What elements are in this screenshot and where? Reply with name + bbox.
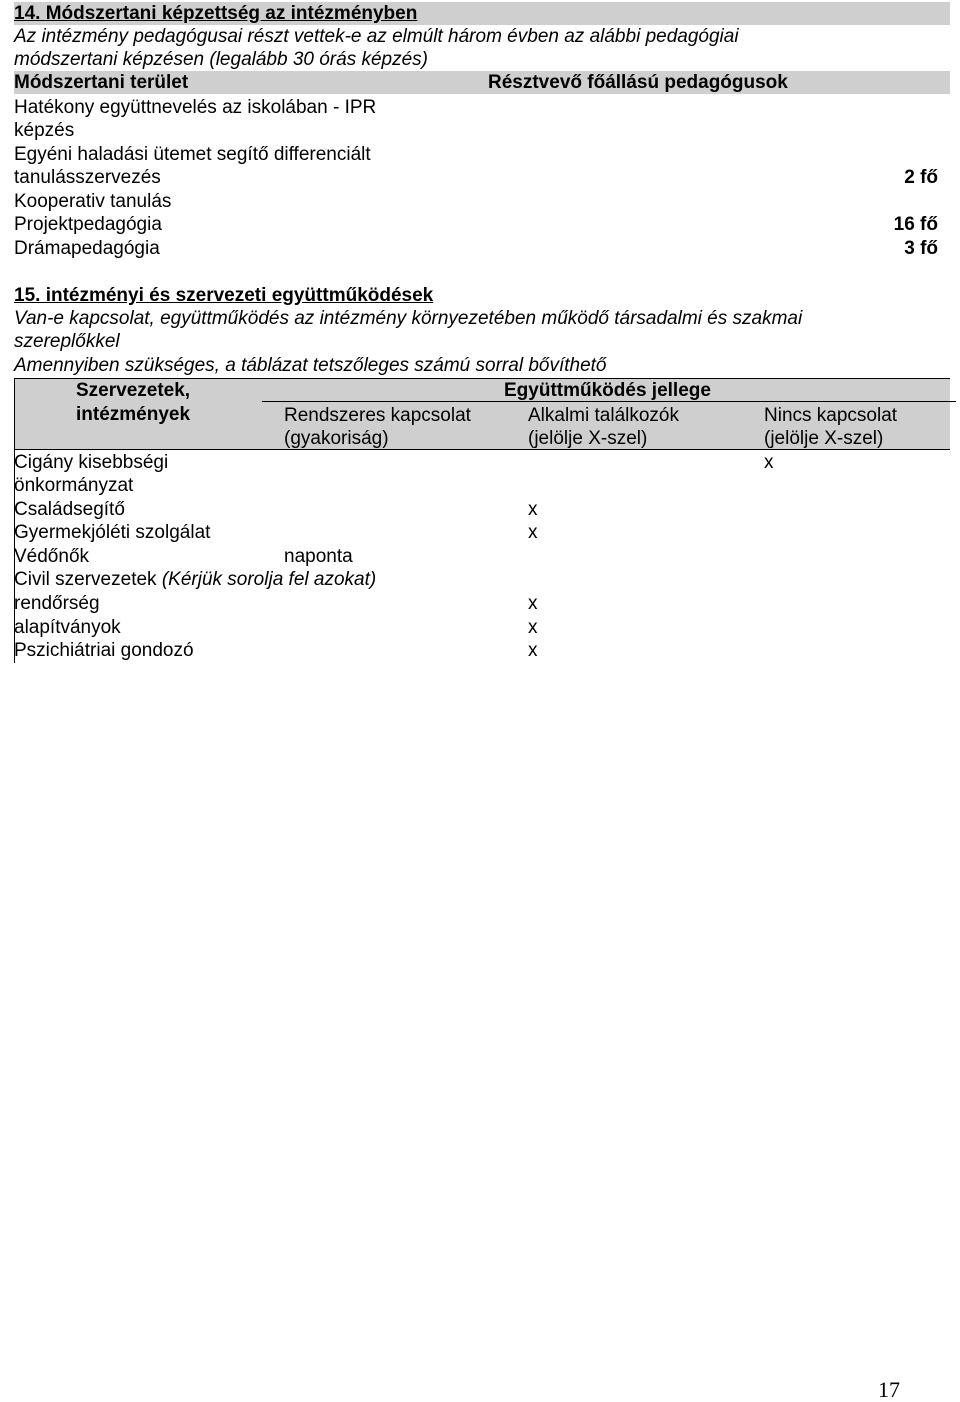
- s15-row-5-name-main: Civil szervezetek: [14, 569, 157, 590]
- s15-row-2-occasional: x: [528, 499, 538, 520]
- s14-row-2-line-2: tanulásszervezés: [14, 167, 161, 188]
- col-header-none-line-2: (jelölje X-szel): [764, 428, 884, 449]
- s15-row-5-name-note: (Kérjük sorolja fel azokat): [161, 569, 377, 590]
- s14-row-5-line-1: Drámapedagógia: [14, 238, 160, 259]
- section-15-intro-line-2: szereplőkkel: [14, 331, 120, 352]
- s15-row-1-name-line-1: Cigány kisebbségi: [14, 452, 169, 473]
- section-15-intro-line-1: Van-e kapcsolat, együttműködés az intézmény környezetében működő társadalmi és szakmai: [14, 308, 803, 329]
- s14-row-3-line-1: Kooperativ tanulás: [14, 191, 172, 212]
- s15-row-3-name: Gyermekjóléti szolgálat: [14, 522, 211, 543]
- s15-row-2-name: Családsegítő: [14, 499, 125, 520]
- s15-row-1-none: x: [764, 452, 774, 473]
- s14-row-2-line-1: Egyéni haladási ütemet segítő differenciált: [14, 144, 371, 165]
- s15-row-1-name-line-2: önkormányzat: [14, 475, 134, 496]
- s15-row-7-occasional: x: [528, 617, 538, 638]
- section-15-heading: 15. intézményi és szervezeti együttműködések: [14, 285, 434, 306]
- s14-row-4-value: 16 fő: [893, 214, 938, 235]
- s15-row-7-name: alapítványok: [14, 617, 121, 638]
- section-14-intro-line-1: Az intézmény pedagógusai részt vettek-e az elmúlt három évben az alábbi pedagógiai: [14, 26, 739, 47]
- s14-row-5-value: 3 fő: [904, 238, 938, 259]
- col-header-occasional-line-2: (jelölje X-szel): [528, 428, 648, 449]
- col-header-regular-line-2: (gyakoriság): [284, 428, 389, 449]
- section-15-intro-line-3: Amennyiben szükséges, a táblázat tetszőleges számú sorral bővíthető: [14, 355, 607, 376]
- page-number: 17: [878, 1377, 900, 1402]
- col-header-org-line-2: intézmények: [76, 404, 191, 425]
- s15-row-4-name: Védőnők: [14, 546, 90, 567]
- s14-row-4-line-1: Projektpedagógia: [14, 214, 162, 235]
- col-header-participants: Résztvevő főállású pedagógusok: [488, 72, 788, 93]
- s15-row-6-name: rendőrség: [14, 593, 100, 614]
- col-header-cooperation: Együttműködés jellege: [504, 380, 711, 401]
- s15-row-6-occasional: x: [528, 593, 538, 614]
- s14-row-1-line-2: képzés: [14, 120, 75, 141]
- col-header-none-line-1: Nincs kapcsolat: [764, 405, 898, 426]
- col-header-area: Módszertani terület: [14, 72, 189, 93]
- col-header-occasional-line-1: Alkalmi találkozók: [528, 405, 679, 426]
- col-header-org-line-1: Szervezetek,: [76, 380, 191, 401]
- s15-row-5-name: [14, 568, 376, 592]
- s14-row-2-value: 2 fő: [904, 167, 938, 188]
- s15-row-4-regular: naponta: [284, 546, 353, 567]
- section-14-intro-line-2: módszertani képzésen (legalább 30 órás képzés): [14, 49, 429, 70]
- s15-row-3-occasional: x: [528, 522, 538, 543]
- section-14-heading: 14. Módszertani képzettség az intézményben: [14, 3, 418, 24]
- s15-row-8-occasional: x: [528, 640, 538, 661]
- col-header-regular-line-1: Rendszeres kapcsolat: [284, 405, 471, 426]
- s15-row-8-name: Pszichiátriai gondozó: [14, 640, 194, 661]
- s14-row-1-line-1: Hatékony együttnevelés az iskolában - IPR: [14, 97, 377, 118]
